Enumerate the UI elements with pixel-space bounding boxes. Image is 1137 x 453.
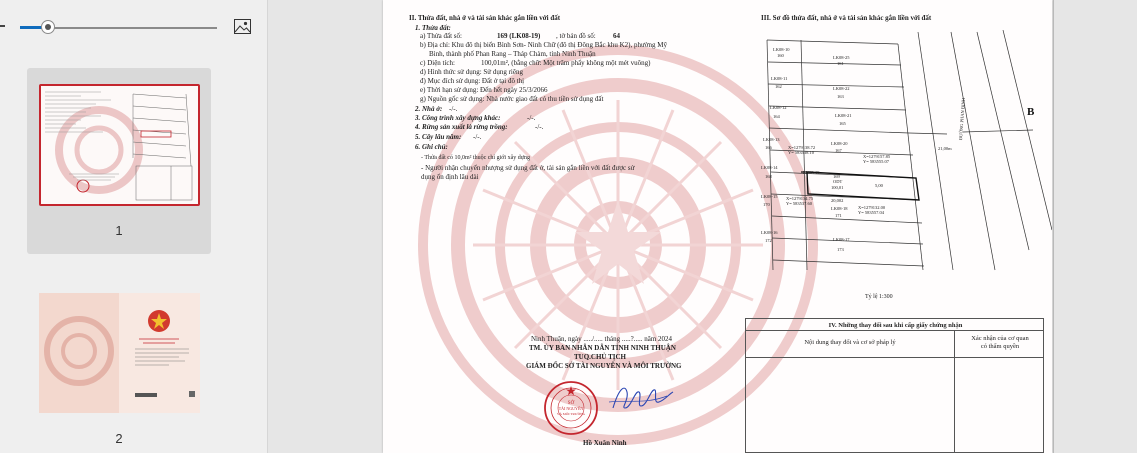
signer-name: Hồ Xuân Ninh bbox=[583, 439, 627, 447]
forest-value: -/-. bbox=[535, 123, 544, 131]
seal-text-bottom: VÀ MÔI TRƯỜNG bbox=[556, 412, 586, 416]
lot-label: LK08-15 bbox=[761, 194, 778, 199]
lot-label: LK08-10 bbox=[773, 47, 790, 52]
coordinate-label: X=1279134.75 bbox=[786, 196, 814, 201]
seal-text-top: SỞ bbox=[567, 401, 575, 406]
lot-label: LK08-12 bbox=[770, 105, 787, 110]
official-seal bbox=[543, 380, 599, 436]
lot-label: LK08-18 bbox=[831, 206, 848, 211]
zoom-out-icon[interactable] bbox=[0, 25, 5, 27]
lot-label: LK08-14 bbox=[761, 165, 778, 170]
lot-number: 164 bbox=[773, 114, 780, 119]
house-value: -/-. bbox=[449, 105, 458, 113]
coordinate-label: X=1279132.00 bbox=[858, 205, 886, 210]
use-origin: g) Nguồn gốc sử dụng: Nhà nước giao đất có thu tiền sử dụng đất bbox=[420, 95, 604, 103]
coordinate-label: Y= 583555.07 bbox=[863, 159, 890, 164]
lot-number: 161 bbox=[837, 61, 844, 66]
zoom-slider-handle[interactable] bbox=[41, 20, 55, 34]
map-sheet-number: 64 bbox=[613, 32, 620, 40]
table-header-line bbox=[746, 357, 1043, 358]
changes-table-title: IV. Những thay đổi sau khi cấp giấy chứng nhận bbox=[828, 322, 963, 329]
changes-col-confirm-line1: Xác nhận của cơ quan bbox=[971, 335, 1029, 342]
page-thumbnail-1[interactable] bbox=[27, 68, 211, 254]
forest-heading: 4. Rừng sản xuất là rừng trồng: bbox=[415, 123, 508, 131]
issue-date: Ninh Thuận, ngày ...../..... tháng .....?..... năm 2024 bbox=[531, 335, 673, 343]
lot-label: LK08-13 bbox=[763, 137, 780, 142]
construction-value: -/-. bbox=[527, 114, 536, 122]
notes-heading: 6. Ghi chú: bbox=[415, 143, 448, 151]
coordinate-label: X=1279138.72 bbox=[788, 145, 816, 150]
handwritten-signature bbox=[607, 378, 677, 418]
lot-number: 168 bbox=[765, 174, 772, 179]
seal-text-mid: TÀI NGUYÊN bbox=[558, 406, 584, 411]
document-viewer[interactable] bbox=[268, 0, 1137, 453]
address-line-1: b) Địa chỉ: Khu đô thị biển Bình Sơn- Ninh Chữ (đô thị Đông Bắc khu K2), phường Mỹ bbox=[420, 41, 667, 49]
note-2-line-2: dụng ổn định lâu dài bbox=[421, 173, 479, 181]
parcel-lot-number: 169 bbox=[833, 174, 840, 179]
lot-number: 171 bbox=[835, 213, 842, 218]
changes-table bbox=[745, 318, 1044, 453]
page-2-preview bbox=[39, 293, 200, 413]
road-name-label: ĐƯỜNG PHAN ĐỊNH bbox=[958, 97, 966, 141]
dimension-label: 20,002 bbox=[831, 198, 844, 203]
parcel-number: 169 (LK08-19) bbox=[497, 32, 541, 40]
section-2-title: II. Thửa đất, nhà ở và tài sản khác gắn liền với đất bbox=[409, 14, 561, 22]
dimension-label: 5,00 bbox=[875, 183, 883, 188]
image-view-icon[interactable] bbox=[234, 19, 251, 34]
page-thumbnail-2[interactable] bbox=[27, 276, 211, 453]
coordinate-label: Y= 583538.10 bbox=[788, 150, 815, 155]
house-heading: 2. Nhà ở: bbox=[415, 105, 443, 113]
coordinate-label: X=1279157.85 bbox=[863, 154, 891, 159]
section-side-letter: B bbox=[1027, 106, 1035, 118]
delegation-line: TUQ.CHỦ TỊCH bbox=[574, 353, 626, 361]
map-scale: Tỷ lệ 1:300 bbox=[865, 294, 893, 300]
parcel-area: 100,01 bbox=[831, 185, 844, 190]
lot-label: LK08-22 bbox=[833, 86, 850, 91]
perennial-value: -/-. bbox=[473, 133, 482, 141]
note-1: - Thửa đất có 10,0m² thuộc chỉ giới xây dựng bbox=[421, 155, 531, 161]
use-purpose: đ) Mục đích sử dụng: Đất ở tại đô thị bbox=[420, 77, 525, 85]
perennial-heading: 5. Cây lâu năm: bbox=[415, 133, 462, 141]
page-edge-line bbox=[1053, 0, 1054, 453]
lot-label: LK08-25 bbox=[833, 55, 850, 60]
parcel-land-type: ODT bbox=[833, 179, 843, 184]
coordinate-label: Y= 583537.60 bbox=[786, 201, 813, 206]
page-1-preview bbox=[39, 84, 200, 206]
lot-label: LK08-17 bbox=[833, 237, 850, 242]
coordinate-label: Y= 583557.04 bbox=[858, 210, 885, 215]
dimension-label: 21,00m bbox=[938, 146, 952, 151]
map-sheet-label: , tờ bản đồ số: bbox=[556, 32, 596, 40]
document-page bbox=[383, 0, 1052, 453]
lot-number: 173 bbox=[837, 247, 844, 252]
address-line-2: Bình, thành phố Phan Rang – Tháp Chàm, tỉnh Ninh Thuận bbox=[429, 50, 596, 58]
issuing-authority: TM. ỦY BAN NHÂN DÂN TỈNH NINH THUẬN bbox=[529, 344, 676, 352]
changes-col-confirm-line2: có thẩm quyền bbox=[980, 343, 1020, 350]
lot-label: LK08-11 bbox=[771, 76, 788, 81]
lot-number: 160 bbox=[777, 53, 784, 58]
lot-number: 172 bbox=[765, 238, 772, 243]
parcel-label: a) Thửa đất số: bbox=[420, 32, 462, 40]
section-3-title: III. Sơ đồ thửa đất, nhà ở và tài sản khác gắn liền với đất bbox=[761, 14, 932, 22]
page-number-label: 1 bbox=[115, 223, 123, 238]
lot-number: 166 bbox=[765, 145, 772, 150]
thumbnail-pane bbox=[0, 0, 268, 453]
lot-number: 165 bbox=[839, 121, 846, 126]
lot-label: LK08-16 bbox=[761, 230, 778, 235]
note-2-line-1: - Người nhận chuyển nhượng sử dụng đất ở, tài sản gắn liền với đất được sử bbox=[421, 164, 635, 172]
parcel-lot-label: LK08-19 bbox=[803, 170, 820, 175]
page-number-label: 2 bbox=[115, 431, 123, 446]
use-form: d) Hình thức sử dụng: Sử dụng riêng bbox=[420, 68, 523, 76]
changes-col-content: Nội dung thay đổi và cơ sở pháp lý bbox=[804, 339, 896, 346]
area-value: 100,01m², (bằng chữ: Một trăm phẩy không một mét vuông) bbox=[481, 59, 651, 67]
land-heading: 1. Thửa đất: bbox=[415, 24, 451, 32]
area-label: c) Diện tích: bbox=[420, 59, 455, 67]
lot-label: LK08-21 bbox=[835, 113, 852, 118]
signer-title: GIÁM ĐỐC SỞ TÀI NGUYÊN VÀ MÔI TRƯỜNG bbox=[526, 362, 682, 370]
changes-table-title-row bbox=[746, 319, 1043, 331]
lot-number: 162 bbox=[775, 84, 782, 89]
construction-heading: 3. Công trình xây dựng khác: bbox=[415, 114, 501, 122]
lot-number: 163 bbox=[837, 94, 844, 99]
parcel-map bbox=[733, 30, 1052, 285]
lot-label: LK08-20 bbox=[831, 141, 848, 146]
lot-number: 170 bbox=[763, 202, 770, 207]
use-term: e) Thời hạn sử dụng: Đến hết ngày 25/3/2066 bbox=[420, 86, 548, 94]
lot-number: 167 bbox=[835, 148, 842, 153]
